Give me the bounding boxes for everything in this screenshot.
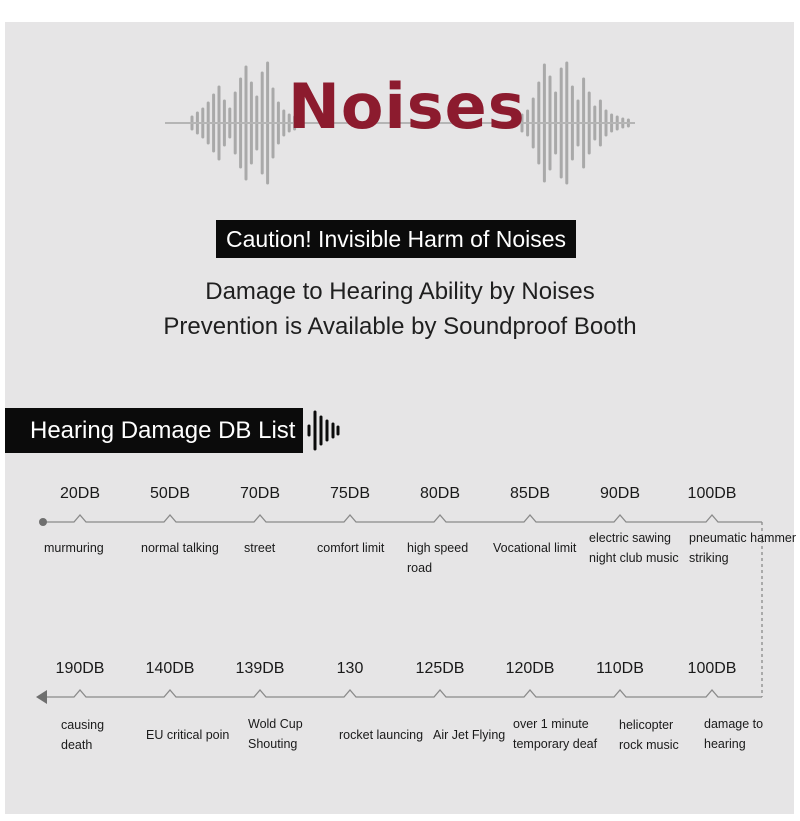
db-label-line: striking [689, 551, 729, 565]
list-header: Hearing Damage DB List [5, 408, 303, 453]
db-label-line: electric sawing [589, 531, 671, 545]
timeline-end-arrow [36, 690, 47, 704]
db-label-line: street [244, 541, 276, 555]
db-label-line: Wold Cup [248, 717, 303, 731]
db-label-line: Air Jet Flying [433, 728, 506, 742]
db-value: 80DB [419, 485, 461, 502]
db-label-line: damage to [704, 717, 764, 731]
db-value: 190DB [55, 660, 105, 677]
db-value: 20DB [59, 485, 101, 502]
subtitle-line-1: Damage to Hearing Ability by Noises [205, 278, 595, 305]
db-value: 120DB [505, 660, 555, 677]
db-value: 90DB [599, 485, 641, 502]
db-value: 139DB [235, 660, 285, 677]
logo-title: Noises [288, 70, 526, 143]
db-label-line: temporary deaf [513, 737, 598, 751]
db-label-line: Vocational limit [493, 541, 577, 555]
db-label [317, 538, 384, 558]
db-label-line: normal talking [141, 541, 219, 555]
timeline-line-2 [46, 690, 762, 697]
db-label-line: night club music [589, 551, 679, 565]
db-label [704, 714, 763, 754]
db-label-line: road [407, 561, 433, 575]
db-value: 110DB [596, 660, 644, 677]
db-label [146, 725, 229, 745]
db-value: 100DB [687, 660, 737, 677]
db-label-line: death [61, 738, 93, 752]
timeline-start-dot [39, 518, 47, 526]
db-label [493, 538, 576, 558]
db-label [619, 715, 679, 755]
db-value: 85DB [509, 485, 551, 502]
db-label [61, 715, 104, 755]
subtitle-line-2: Prevention is Available by Soundproof Booth [163, 313, 637, 340]
db-value: 130 [336, 660, 364, 677]
db-label-line: EU critical poin [146, 728, 230, 742]
db-label [244, 538, 275, 558]
db-value: 75DB [329, 485, 371, 502]
db-label [689, 528, 796, 568]
db-label [513, 714, 597, 754]
timeline-line-1 [43, 515, 762, 522]
db-label [433, 725, 505, 745]
db-value: 70DB [239, 485, 281, 502]
db-value: 50DB [149, 485, 191, 502]
db-label [248, 714, 303, 754]
db-value: 125DB [415, 660, 465, 677]
db-value: 100DB [687, 485, 737, 502]
db-label [339, 725, 423, 745]
db-label-line: high speed [407, 541, 469, 555]
db-label [589, 528, 679, 568]
db-label-line: rock music [619, 738, 679, 752]
db-label-line: Shouting [248, 737, 298, 751]
db-value: 140DB [145, 660, 195, 677]
caution-banner: Caution! Invisible Harm of Noises [216, 220, 576, 258]
db-label-line: comfort limit [317, 541, 385, 555]
db-label [44, 538, 104, 558]
db-label-line: murmuring [44, 541, 104, 555]
db-label-line: pneumatic hammer [689, 531, 796, 545]
db-label-line: hearing [704, 737, 746, 751]
db-label [407, 538, 468, 578]
db-label [141, 538, 219, 558]
db-label-line: rocket launcing [339, 728, 424, 742]
db-label-line: causing [61, 718, 105, 732]
db-label-line: over 1 minute [513, 717, 589, 731]
db-label-line: helicopter [619, 718, 674, 732]
